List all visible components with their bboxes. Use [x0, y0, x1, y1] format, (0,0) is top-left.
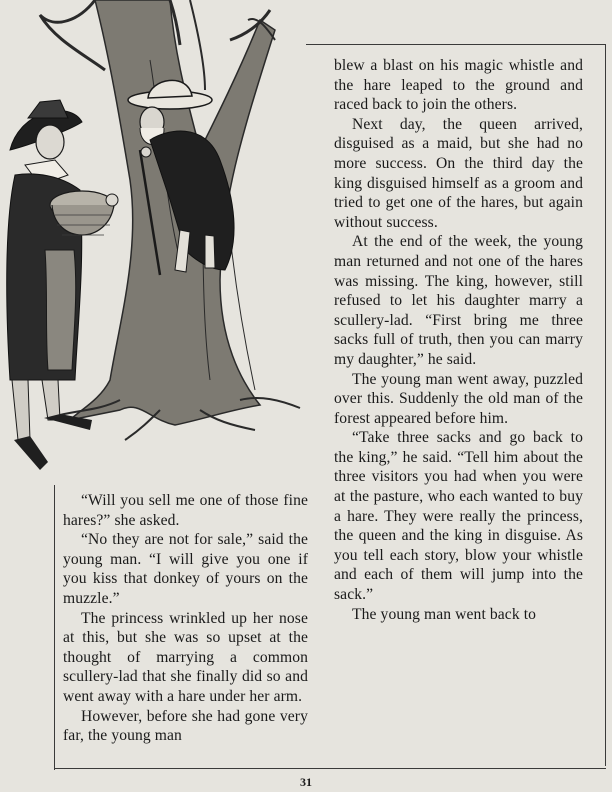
two-figures-by-tree-illustration [0, 0, 310, 480]
frame-rule-bottom [54, 768, 606, 769]
left-text-column [63, 491, 308, 746]
right-text-column [334, 56, 583, 624]
paragraph: “Will you sell me one of those fine hares?” she asked. [63, 492, 308, 529]
frame-rule-right [605, 44, 606, 766]
paragraph: Next day, the queen arrived, disguised as a maid, but she had no more success. On the third day the king disguised himself as a groom and tried to get one of the hares, but again without success. [334, 115, 583, 231]
frame-rule-left [54, 485, 55, 770]
frame-rule-top [306, 44, 606, 45]
paragraph: At the end of the week, the young man returned and not one of the hares was missing. The king, however, still refused to let his daughter marry a scullery-lad. “First bring me three sacks full of truth, then you can marry my daughter,” he said. [334, 233, 583, 368]
paragraph: The princess wrinkled up her nose at this, but she was so upset at the thought of marrying a common scullery-lad that she finally did so and went away with a hare under her arm. [63, 609, 308, 705]
paragraph: The young man went back to [352, 605, 537, 623]
paragraph: The young man went away, puzzled over this. Suddenly the old man of the forest appeared before him. [334, 370, 583, 427]
page-number: 31 [300, 775, 312, 789]
paragraph: “Take three sacks and go back to the king,” he said. “Tell him about the three visitors you had when you were at the pasture, who each wanted to buy a hare. They were really the princess, the queen and the king in disguise. As you tell each story, blow your whistle and each of them will jump into the sack.” [334, 429, 583, 604]
paragraph: “No they are not for sale,” said the young man. “I will give you one if you kiss that donkey of yours on the muzzle.” [63, 531, 308, 607]
paragraph: blew a blast on his magic whistle and the hare leaped to the ground and raced back to join the others. [334, 57, 583, 114]
paragraph: However, before she had gone very far, the young man [63, 707, 308, 745]
